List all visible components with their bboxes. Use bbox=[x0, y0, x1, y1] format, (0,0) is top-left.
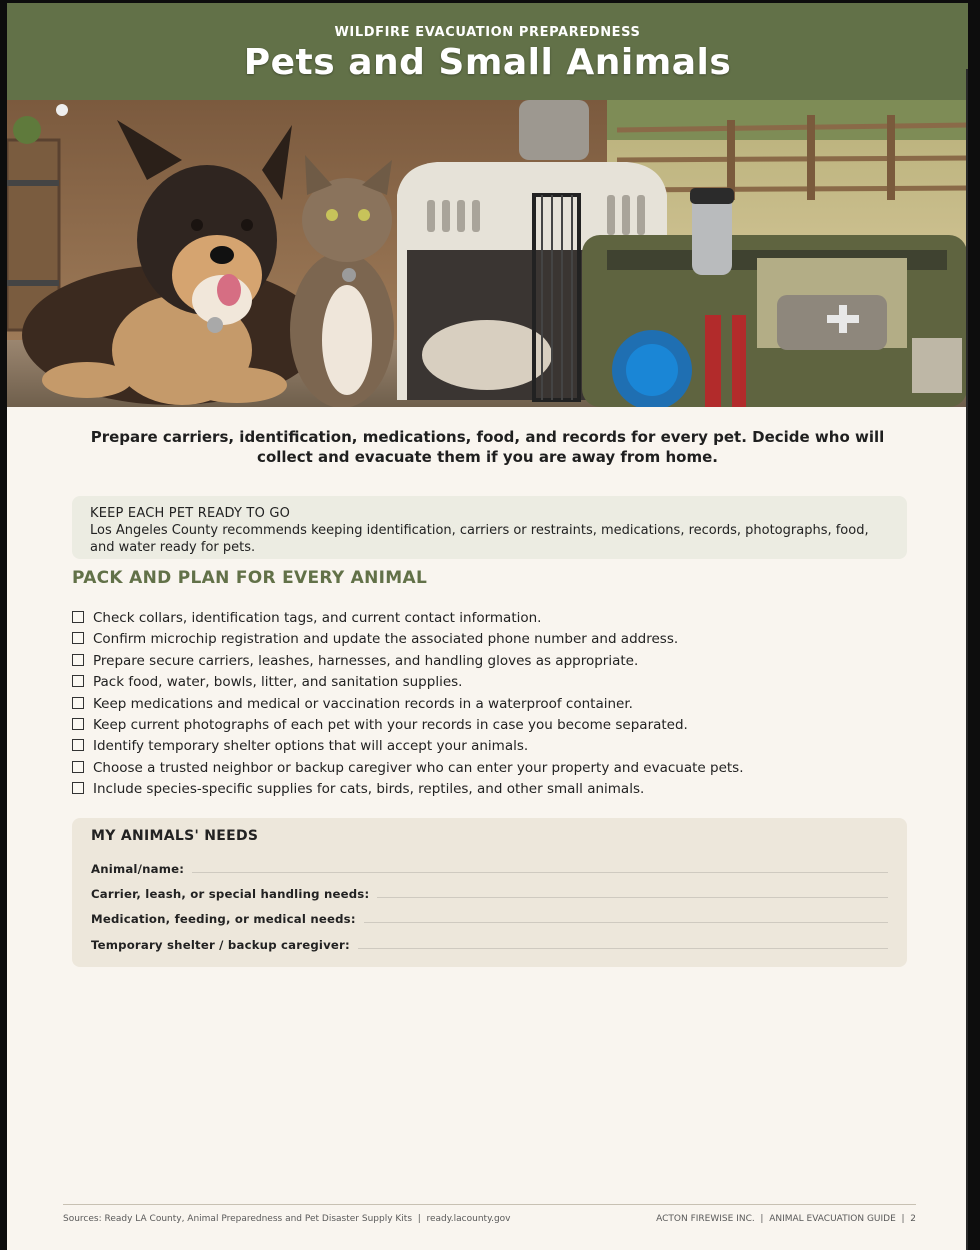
footer-sources: Sources: Ready LA County, Animal Preparedness and Pet Disaster Supply Kits | ready.lacounty.gov bbox=[63, 1214, 511, 1224]
form-field-medical-needs bbox=[91, 904, 888, 929]
checklist-item-text: Identify temporary shelter options that will accept your animals. bbox=[93, 738, 529, 755]
checkbox[interactable] bbox=[72, 739, 84, 751]
checklist-item-text: Choose a trusted neighbor or backup caregiver who can enter your property and evacuate pets. bbox=[93, 759, 744, 776]
checklist-item bbox=[72, 736, 968, 757]
checklist-item bbox=[72, 758, 968, 779]
footer-page-info: ACTON FIREWISE INC. | ANIMAL EVACUATION GUIDE | 2 bbox=[656, 1214, 916, 1224]
callout-body: Los Angeles County recommends keeping identification, carriers or restraints, medications, records, photographs, food, and water ready for pets. bbox=[90, 523, 869, 555]
checklist-item bbox=[72, 779, 968, 800]
form-field-shelter-caregiver bbox=[91, 929, 888, 954]
guide-page bbox=[7, 3, 968, 1250]
checklist-item-text: Prepare secure carriers, leashes, harnesses, and handling gloves as appropriate. bbox=[93, 652, 639, 669]
form-field-handling-needs bbox=[91, 879, 888, 904]
checkbox[interactable] bbox=[72, 632, 84, 644]
header-kicker: WILDFIRE EVACUATION PREPAREDNESS bbox=[334, 25, 641, 40]
animals-needs-form bbox=[72, 818, 907, 967]
write-in-line[interactable] bbox=[192, 872, 888, 873]
needs-title: MY ANIMALS' NEEDS bbox=[91, 827, 259, 844]
section-heading: PACK AND PLAN FOR EVERY ANIMAL bbox=[72, 568, 428, 588]
field-label: Medication, feeding, or medical needs: bbox=[91, 912, 356, 927]
page-footer bbox=[63, 1214, 916, 1224]
checklist-item bbox=[72, 651, 968, 672]
checkbox[interactable] bbox=[72, 718, 84, 730]
checklist-item bbox=[72, 715, 968, 736]
page-header bbox=[7, 3, 968, 100]
checkbox[interactable] bbox=[72, 761, 84, 773]
checklist-item bbox=[72, 672, 968, 693]
checklist-item-text: Keep current photographs of each pet with your records in case you become separated. bbox=[93, 716, 688, 733]
write-in-line[interactable] bbox=[358, 948, 888, 949]
page-title: Pets and Small Animals bbox=[243, 42, 732, 83]
checkbox[interactable] bbox=[72, 675, 84, 687]
field-label: Temporary shelter / backup caregiver: bbox=[91, 937, 350, 952]
form-field-animal-name bbox=[91, 854, 888, 879]
field-label: Carrier, leash, or special handling needs: bbox=[91, 887, 370, 902]
write-in-line[interactable] bbox=[377, 897, 888, 898]
callout-title: KEEP EACH PET READY TO GO bbox=[90, 506, 291, 521]
checklist-item-text: Include species-specific supplies for cats, birds, reptiles, and other small animals. bbox=[93, 781, 645, 798]
checklist-item bbox=[72, 608, 968, 629]
pets-illustration bbox=[7, 100, 968, 407]
checklist-item-text: Keep medications and medical or vaccination records in a waterproof container. bbox=[93, 695, 633, 712]
checklist-item bbox=[72, 694, 968, 715]
intro-text: Prepare carriers, identification, medications, food, and records for every pet. Decide who will collect and evacuate them if you are away from home. bbox=[90, 428, 885, 466]
checklist-item bbox=[72, 629, 968, 650]
page-edge-shadow bbox=[966, 69, 968, 1250]
pet-checklist bbox=[72, 608, 968, 801]
checkbox[interactable] bbox=[72, 654, 84, 666]
checkbox[interactable] bbox=[72, 782, 84, 794]
pets-photo bbox=[7, 100, 968, 407]
write-in-line[interactable] bbox=[364, 922, 888, 923]
checklist-item-text: Check collars, identification tags, and current contact information. bbox=[93, 610, 542, 626]
checkbox[interactable] bbox=[72, 697, 84, 709]
footer-divider bbox=[63, 1204, 916, 1205]
field-label: Animal/name: bbox=[91, 861, 185, 876]
checklist-item-text: Confirm microchip registration and update the associated phone number and address. bbox=[93, 631, 679, 648]
checkbox[interactable] bbox=[72, 611, 84, 623]
ready-callout bbox=[72, 496, 907, 559]
checklist-item-text: Pack food, water, bowls, litter, and sanitation supplies. bbox=[93, 674, 463, 691]
